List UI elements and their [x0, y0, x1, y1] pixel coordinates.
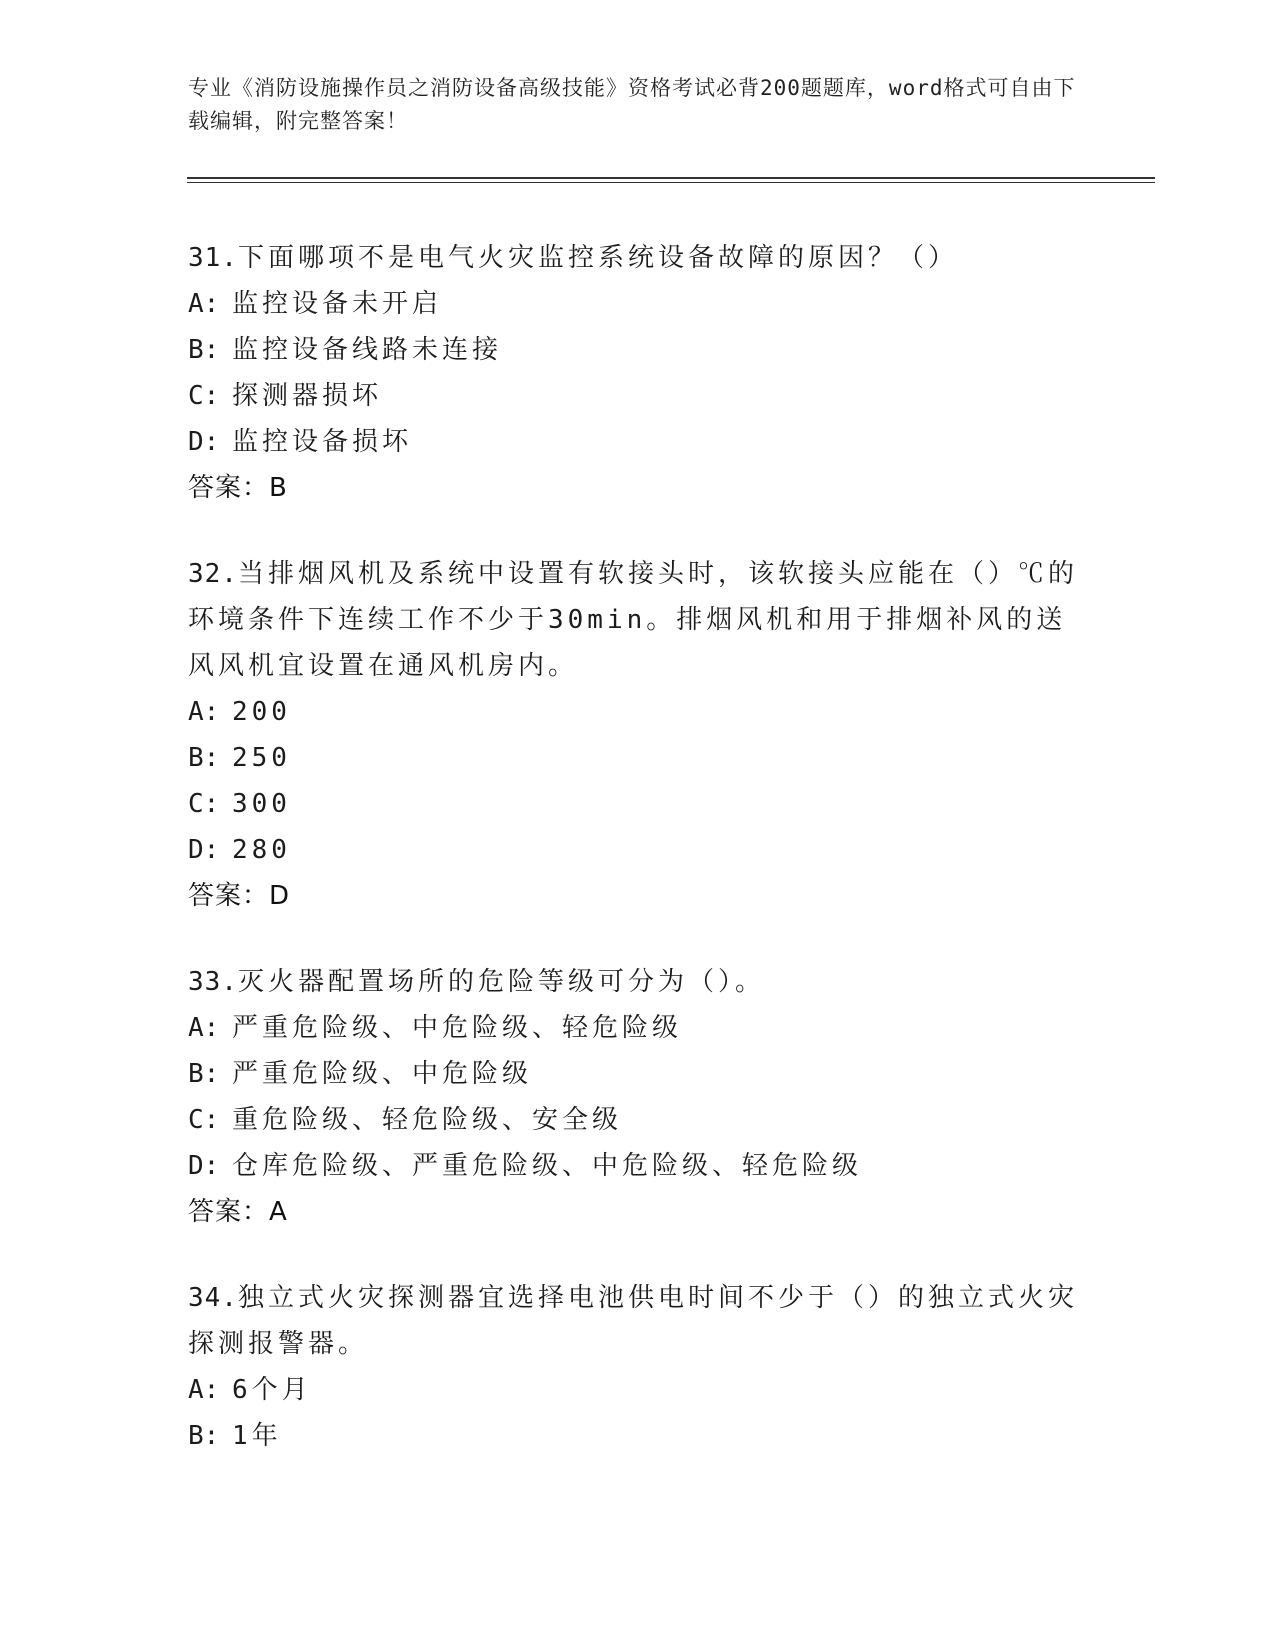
question-text: 独立式火灾探测器宜选择电池供电时间不少于（）的独立式火灾探测报警器。: [188, 1283, 1078, 1359]
question-number: 32.: [188, 559, 238, 589]
option-b: [188, 735, 1088, 781]
header-divider-thick: [187, 177, 1155, 179]
question-text: 下面哪项不是电气火灾监控系统设备故障的原因？（）: [237, 243, 958, 273]
option-text: 280: [232, 835, 291, 865]
option-d: [188, 827, 1088, 873]
option-a: [188, 1005, 1088, 1051]
option-text: 监控设备线路未连接: [232, 335, 503, 365]
question-text: 灭火器配置场所的危险等级可分为（）。: [237, 967, 765, 997]
question-number: 34.: [188, 1283, 238, 1313]
option-text: 6个月: [232, 1375, 312, 1405]
question-stem: [188, 1275, 1088, 1367]
option-text: 监控设备损坏: [232, 427, 413, 457]
answer-line: 答案：B: [188, 473, 288, 503]
option-key: C:: [188, 789, 220, 819]
option-a: [188, 281, 1088, 327]
option-key: D:: [188, 835, 220, 865]
question-stem: [188, 235, 1088, 281]
question-31: [188, 235, 1088, 511]
option-a: [188, 689, 1088, 735]
option-text: 200: [232, 697, 291, 727]
option-text: 250: [232, 743, 291, 773]
option-c: [188, 781, 1088, 827]
question-stem: [188, 551, 1088, 689]
question-number: 31.: [188, 243, 238, 273]
option-text: 重危险级、轻危险级、安全级: [232, 1105, 623, 1135]
option-c: [188, 1097, 1088, 1143]
option-key: C:: [188, 381, 220, 411]
option-text: 严重危险级、中危险级、轻危险级: [232, 1013, 683, 1043]
question-stem: [188, 959, 1088, 1005]
option-key: C:: [188, 1105, 220, 1135]
answer-line: 答案：A: [188, 1197, 288, 1227]
option-c: [188, 373, 1088, 419]
option-b: [188, 1413, 1088, 1459]
option-key: A:: [188, 1375, 220, 1405]
option-text: 1年: [232, 1421, 282, 1451]
option-d: [188, 419, 1088, 465]
question-list: [188, 235, 1088, 1499]
option-key: A:: [188, 1013, 220, 1043]
option-key: D:: [188, 1151, 220, 1181]
option-key: B:: [188, 1421, 220, 1451]
question-text: 当排烟风机及系统中设置有软接头时，该软接头应能在（）℃的环境条件下连续工作不少于30min。排烟风机和用于排烟补风的送风风机宜设置在通风机房内。: [188, 559, 1078, 681]
document-header: 专业《消防设施操作员之消防设备高级技能》资格考试必背200题题库，word格式可自由下载编辑，附完整答案！: [188, 76, 1076, 133]
option-key: B:: [188, 1059, 220, 1089]
option-text: 监控设备未开启: [232, 289, 443, 319]
option-text: 仓库危险级、严重危险级、中危险级、轻危险级: [232, 1151, 863, 1181]
question-33: [188, 959, 1088, 1235]
option-d: [188, 1143, 1088, 1189]
option-text: 探测器损坏: [232, 381, 383, 411]
option-key: A:: [188, 697, 220, 727]
option-text: 严重危险级、中危险级: [232, 1059, 533, 1089]
answer-line: 答案：D: [188, 881, 291, 911]
header-divider-thin: [187, 182, 1155, 183]
option-b: [188, 1051, 1088, 1097]
question-34: [188, 1275, 1088, 1459]
option-b: [188, 327, 1088, 373]
option-key: B:: [188, 743, 220, 773]
question-number: 33.: [188, 967, 238, 997]
option-text: 300: [232, 789, 291, 819]
option-key: A:: [188, 289, 220, 319]
option-key: B:: [188, 335, 220, 365]
option-key: D:: [188, 427, 220, 457]
option-a: [188, 1367, 1088, 1413]
question-32: [188, 551, 1088, 919]
